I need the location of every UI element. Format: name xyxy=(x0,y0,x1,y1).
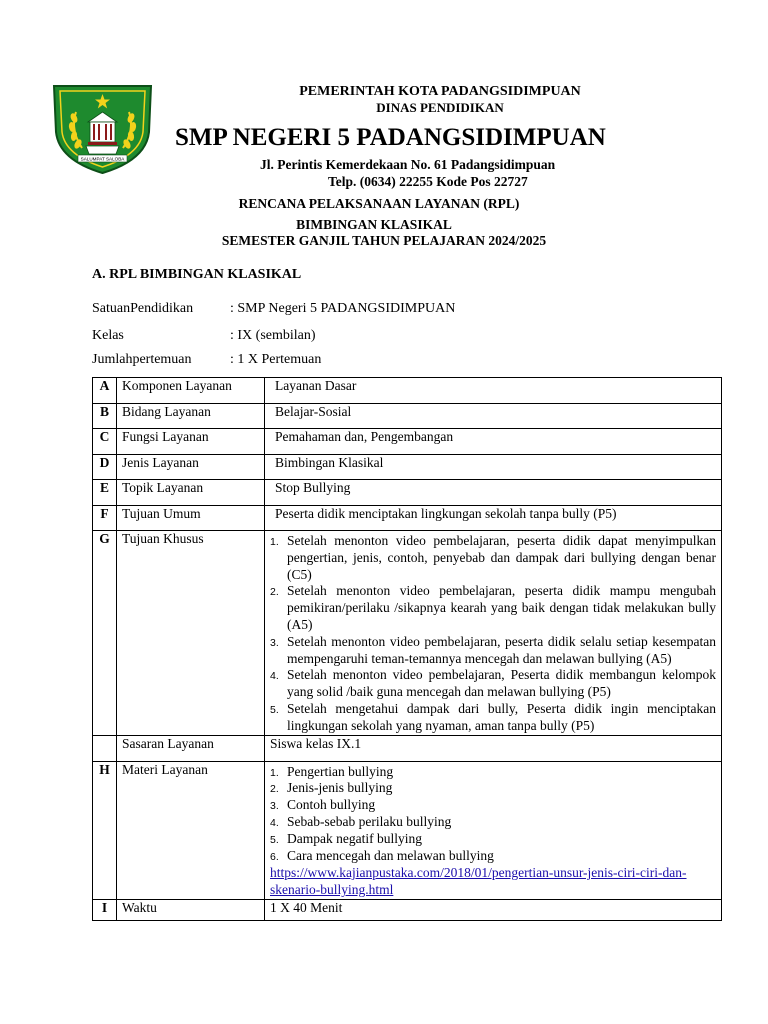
row-label: Tujuan Umum xyxy=(117,505,265,531)
info-row-satuan xyxy=(92,301,455,317)
row-letter: E xyxy=(93,480,117,506)
table-row-tujuan-khusus xyxy=(93,531,722,736)
list-item: 6. Cara mencegah dan melawan bullying xyxy=(270,847,494,863)
info-label: SatuanPendidikan xyxy=(92,301,194,316)
header-phone: Telp. (0634) 22255 Kode Pos 22727 xyxy=(328,174,528,189)
table-row xyxy=(93,429,722,455)
list-item: 2. Jenis-jenis bullying xyxy=(270,780,393,796)
info-label: Kelas xyxy=(92,328,124,343)
list-item: 1. Pengertian bullying xyxy=(270,763,394,779)
row-letter: C xyxy=(93,429,117,455)
table-row-sasaran xyxy=(93,735,722,761)
list-item: 3. Contoh bullying xyxy=(270,797,376,813)
header-department: DINAS PENDIDIKAN xyxy=(376,100,504,115)
info-label: Jumlahpertemuan xyxy=(92,352,192,367)
row-value xyxy=(265,531,722,736)
row-label: Jenis Layanan xyxy=(117,454,265,480)
row-value: Bimbingan Klasikal xyxy=(265,454,722,480)
list-item: 3. Setelah menonton video pembelajaran, peserta didik selalu setiap kesempatan mempengaruhi teman-temannya mencegah dan melawan bullying (A5) xyxy=(270,633,716,666)
materi-list xyxy=(270,764,716,865)
table-row-waktu xyxy=(93,900,722,921)
row-label: Materi Layanan xyxy=(117,761,265,900)
row-value: 1 X 40 Menit xyxy=(265,900,722,921)
row-label: Bidang Layanan xyxy=(117,403,265,429)
row-value xyxy=(265,761,722,900)
row-label: Tujuan Khusus xyxy=(117,531,265,736)
table-row xyxy=(93,505,722,531)
row-letter: G xyxy=(93,531,117,736)
row-value: Belajar-Sosial xyxy=(265,403,722,429)
row-value: Siswa kelas IX.1 xyxy=(265,735,722,761)
row-letter: F xyxy=(93,505,117,531)
row-label: Komponen Layanan xyxy=(117,378,265,404)
school-logo-emblem xyxy=(50,82,155,176)
list-item: 4. Sebab-sebab perilaku bullying xyxy=(270,813,452,829)
rpl-table xyxy=(92,377,722,921)
list-item: 5. Setelah mengetahui dampak dari bully, Peserta didik ingin menciptakan lingkungan sekolah yang nyaman, aman tanpa bully (P5) xyxy=(270,700,716,733)
header-address: Jl. Perintis Kemerdekaan No. 61 Padangsidimpuan xyxy=(260,157,556,172)
section-heading: A. RPL BIMBINGAN KLASIKAL xyxy=(92,267,302,282)
row-letter xyxy=(93,735,117,761)
table-row xyxy=(93,378,722,404)
row-letter: D xyxy=(93,454,117,480)
list-item: 1. Setelah menonton video pembelajaran, peserta didik dapat menyimpulkan pengertian, jenis, contoh, penyebab dan dampak dari bullying dengan benar (C5) xyxy=(270,533,716,582)
row-value: Peserta didik menciptakan lingkungan sekolah tanpa bully (P5) xyxy=(265,505,722,531)
header-government: PEMERINTAH KOTA PADANGSIDIMPUAN xyxy=(299,84,581,99)
doc-semester: SEMESTER GANJIL TAHUN PELAJARAN 2024/2025 xyxy=(221,233,547,248)
table-row-materi xyxy=(93,761,722,900)
info-value: : 1 X Pertemuan xyxy=(230,352,322,367)
list-item: 4. Setelah menonton video pembelajaran, Peserta didik membangun kelompok yang solid /baik guna mencegah dan melawan bullying (P5) xyxy=(270,667,716,700)
doc-title: RENCANA PELAKSANAAN LAYANAN (RPL) xyxy=(238,196,520,211)
row-value: Pemahaman dan, Pengembangan xyxy=(265,429,722,455)
row-letter: H xyxy=(93,761,117,900)
row-letter: I xyxy=(93,900,117,921)
list-item: 5. Dampak negatif bullying xyxy=(270,830,422,846)
row-label: Topik Layanan xyxy=(117,480,265,506)
table-row xyxy=(93,403,722,429)
row-value: Layanan Dasar xyxy=(265,378,722,404)
row-label: Fungsi Layanan xyxy=(117,429,265,455)
row-label: Sasaran Layanan xyxy=(117,735,265,761)
reference-link[interactable]: https://www.kajianpustaka.com/2018/01/pengertian-unsur-jenis-ciri-ciri-dan-skenario-bullying.html xyxy=(270,865,687,898)
list-item: 2. Setelah menonton video pembelajaran, peserta didik mampu mengubah pemikiran/perilaku /sikapnya kearah yang baik dengan tidak melakukan bully (A5) xyxy=(270,583,716,632)
table-row xyxy=(93,454,722,480)
tujuan-khusus-list xyxy=(270,533,716,735)
row-value: Stop Bullying xyxy=(265,480,722,506)
info-row-kelas xyxy=(92,328,316,344)
header-school-name: SMP NEGERI 5 PADANGSIDIMPUAN xyxy=(175,124,606,151)
logo-banner-text: SALUMPAT SALOBA xyxy=(80,156,125,162)
row-label: Waktu xyxy=(117,900,265,921)
row-letter: A xyxy=(93,378,117,404)
info-row-pertemuan xyxy=(92,352,321,368)
doc-subtitle: BIMBINGAN KLASIKAL xyxy=(296,217,452,232)
info-value: : SMP Negeri 5 PADANGSIDIMPUAN xyxy=(230,301,456,316)
info-value: : IX (sembilan) xyxy=(230,328,316,343)
table-row xyxy=(93,480,722,506)
row-letter: B xyxy=(93,403,117,429)
